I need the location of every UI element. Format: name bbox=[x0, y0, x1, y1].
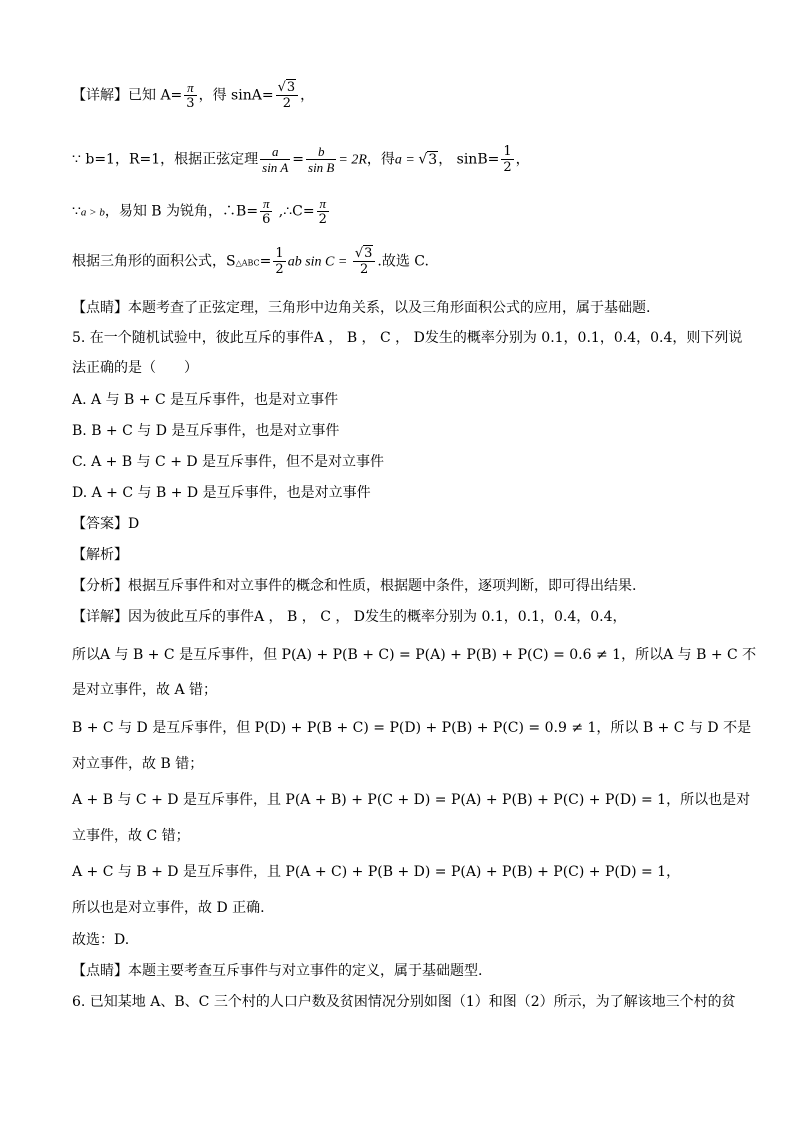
fraction-pi-over-6: $\frac{\pi}{6}$ bbox=[262, 196, 271, 227]
detail-2-line-8: A + C 与 B + D 是互斥事件，且 P(A + C) + P(B + D) = P(A) + P(B) + P(C) + P(D) = 1， bbox=[72, 864, 681, 880]
detail-mid: ，得 sinA= bbox=[198, 87, 274, 104]
detail-2-line-9: 所以也是对立事件，故 D 正确. bbox=[72, 900, 265, 916]
detail-2-line-4: B + C 与 D 是互斥事件，但 P(D) + P(B + C) = P(D) + P(B) + P(C) = 0.9 ≠ 1，所以 B + C 与 D 不是 bbox=[72, 720, 752, 736]
fraction-1-over-2-area: $\frac{1}{2}$ bbox=[275, 246, 284, 277]
detail-line-1: 【详解】已知 A= $\frac{\pi}{3}$ ，得 sinA= $\frac{√3}{2}$ ， bbox=[72, 80, 315, 111]
answer: 【答案】D bbox=[72, 516, 140, 532]
detail-2-line-3: 是对立事件，故 A 错； bbox=[72, 682, 218, 698]
analysis: 【分析】根据互斥事件和对立事件的概念和性质，根据题中条件，逐项判断，即可得出结果. bbox=[72, 578, 637, 594]
detail-line-2: ∵ b=1，R=1，根据正弦定理 $\frac{a}{\text{sin A}}$ = $\frac{b}{\text{sin B}}$ = 2R，得a = √3， sinB= $\frac{1}{2}$ ， bbox=[72, 144, 530, 175]
option-c: C. A + B 与 C + D 是互斥事件，但不是对立事件 bbox=[72, 454, 385, 470]
detail-2-line-5: 对立事件，故 B 错； bbox=[72, 756, 204, 772]
question-5-line-2: 法正确的是（ ） bbox=[72, 360, 198, 376]
detail-line-3: ∵a > b，易知 B 为锐角，∴B= $\frac{\pi}{6}$ ,∴C= $\frac{\pi}{2}$ bbox=[72, 196, 327, 227]
detail-line-4: 根据三角形的面积公式，S△ABC= $\frac{1}{2}$ ab sin C = $\frac{√3}{2}$ .故选 C. bbox=[72, 246, 429, 277]
question-5-line-1: 5. 在一个随机试验中，彼此互斥的事件A ， B ， C ， D发生的概率分别为 0.1，0.1，0.4，0.4，则下列说 bbox=[72, 330, 743, 346]
analysis-title: 【解析】 bbox=[72, 547, 128, 563]
detail-2-line-6: A + B 与 C + D 是互斥事件，且 P(A + B) + P(C + D) = P(A) + P(B) + P(C) + P(D) = 1，所以也是对 bbox=[72, 792, 751, 808]
option-a: A. A 与 B + C 是互斥事件，也是对立事件 bbox=[72, 392, 339, 408]
fraction-1-over-2: $\frac{1}{2}$ bbox=[503, 144, 512, 175]
detail-tag: 【详解】 bbox=[72, 87, 128, 104]
detail-2-line-2: 所以A 与 B + C 是互斥事件，但 P(A) + P(B + C) = P(A) + P(B) + P(C) = 0.6 ≠ 1，所以A 与 B + C 不 bbox=[72, 647, 757, 663]
comment-2: 【点睛】本题主要考查互斥事件与对立事件的定义，属于基础题型. bbox=[72, 963, 483, 979]
detail-2-line-10: 故选：D. bbox=[72, 932, 130, 948]
detail-2-line-1: 【详解】因为彼此互斥的事件A ， B ， C ， D发生的概率分别为 0.1，0.1，0.4，0.4， bbox=[72, 609, 627, 625]
fraction-sqrt3-over-2-area: $\frac{√3}{2}$ bbox=[353, 246, 376, 277]
fraction-sqrt3-over-2: $\frac{√3}{2}$ bbox=[276, 80, 299, 111]
detail-lead: 已知 A= bbox=[128, 87, 183, 104]
question-6: 6. 已知某地 A、B、C 三个村的人口户数及贫困情况分别如图（1）和图（2）所示，为了解该地三个村的贫 bbox=[72, 994, 736, 1010]
fraction-pi-over-3: $\frac{\pi}{3}$ bbox=[186, 80, 195, 111]
fraction-a-over-sinA: $\frac{a}{\text{sin A}}$ bbox=[262, 144, 289, 175]
fraction-b-over-sinB: $\frac{b}{\text{sin B}}$ bbox=[308, 144, 335, 175]
detail-2-line-7: 立事件，故 C 错； bbox=[72, 828, 190, 844]
comment-1: 【点睛】本题考查了正弦定理，三角形中边角关系，以及三角形面积公式的应用，属于基础题. bbox=[72, 300, 651, 316]
fraction-pi-over-2: $\frac{\pi}{2}$ bbox=[318, 196, 327, 227]
option-b: B. B + C 与 D 是互斥事件，也是对立事件 bbox=[72, 423, 340, 439]
option-d: D. A + C 与 B + D 是互斥事件，也是对立事件 bbox=[72, 485, 371, 501]
